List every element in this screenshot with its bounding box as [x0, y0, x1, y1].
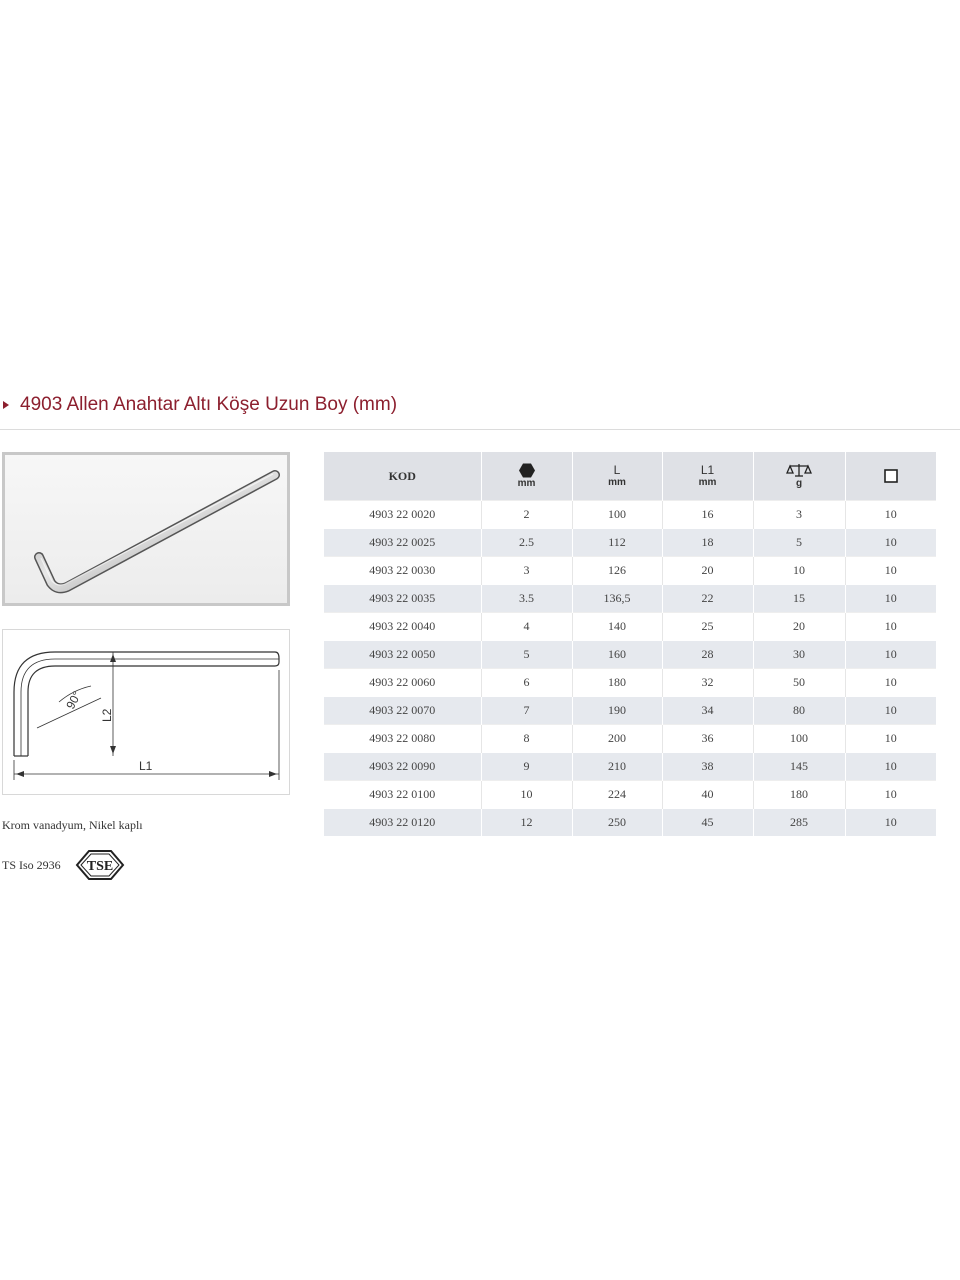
cell-kod: 4903 22 0035	[324, 585, 481, 613]
cell-size: 10	[481, 781, 572, 809]
spec-table	[324, 452, 936, 836]
cell-size: 7	[481, 697, 572, 725]
table-row	[324, 809, 936, 837]
cell-pack: 10	[845, 585, 936, 613]
cell-l1: 22	[662, 585, 753, 613]
header-l1-label: L1	[700, 462, 715, 477]
cell-weight: 50	[753, 669, 845, 697]
cell-size: 6	[481, 669, 572, 697]
cell-l: 140	[572, 613, 662, 641]
cell-weight: 30	[753, 641, 845, 669]
table-row	[324, 501, 936, 529]
cell-weight: 3	[753, 501, 845, 529]
cell-pack: 10	[845, 809, 936, 837]
table-row	[324, 725, 936, 753]
cell-weight: 10	[753, 557, 845, 585]
cell-size: 3.5	[481, 585, 572, 613]
hexagon-icon	[519, 463, 535, 478]
cell-weight: 80	[753, 697, 845, 725]
cell-pack: 10	[845, 557, 936, 585]
cell-l1: 20	[662, 557, 753, 585]
cell-kod: 4903 22 0050	[324, 641, 481, 669]
header-length	[572, 452, 662, 501]
cell-pack: 10	[845, 641, 936, 669]
cell-l1: 25	[662, 613, 753, 641]
cell-size: 5	[481, 641, 572, 669]
cell-pack: 10	[845, 725, 936, 753]
cell-l: 100	[572, 501, 662, 529]
cell-pack: 10	[845, 669, 936, 697]
cell-weight: 145	[753, 753, 845, 781]
cell-kod: 4903 22 0120	[324, 809, 481, 837]
header-weight-unit: g	[795, 477, 803, 489]
header-kod-label: KOD	[388, 468, 416, 483]
cell-pack: 10	[845, 753, 936, 781]
cell-l: 250	[572, 809, 662, 837]
cell-kod: 4903 22 0030	[324, 557, 481, 585]
header-pack	[845, 452, 936, 501]
cell-kod: 4903 22 0060	[324, 669, 481, 697]
l2-label: L2	[100, 708, 114, 722]
angle-label: 90°	[63, 688, 85, 712]
cell-pack: 10	[845, 781, 936, 809]
cell-l: 190	[572, 697, 662, 725]
cell-weight: 285	[753, 809, 845, 837]
cell-l1: 40	[662, 781, 753, 809]
bullet-arrow-icon	[3, 401, 9, 409]
cell-kod: 4903 22 0025	[324, 529, 481, 557]
header-hex-size	[481, 452, 572, 501]
table-row	[324, 613, 936, 641]
cell-kod: 4903 22 0020	[324, 501, 481, 529]
cell-l1: 34	[662, 697, 753, 725]
cell-kod: 4903 22 0080	[324, 725, 481, 753]
table-row	[324, 669, 936, 697]
page-title-text: 4903 Allen Anahtar Altı Köşe Uzun Boy (mm)	[20, 394, 398, 415]
box-icon	[884, 469, 898, 483]
allen-key-dimension-diagram	[3, 630, 289, 794]
cell-kod: 4903 22 0040	[324, 613, 481, 641]
cell-weight: 5	[753, 529, 845, 557]
cell-l1: 18	[662, 529, 753, 557]
cell-pack: 10	[845, 501, 936, 529]
cell-pack: 10	[845, 529, 936, 557]
product-photo	[2, 452, 290, 606]
cell-l: 112	[572, 529, 662, 557]
table-row	[324, 529, 936, 557]
cell-weight: 15	[753, 585, 845, 613]
cell-kod: 4903 22 0100	[324, 781, 481, 809]
header-hex-unit: mm	[517, 477, 536, 489]
cell-size: 9	[481, 753, 572, 781]
allen-key-photo-icon	[5, 455, 287, 603]
table-row	[324, 697, 936, 725]
cell-pack: 10	[845, 697, 936, 725]
technical-drawing	[2, 629, 290, 795]
cell-l1: 32	[662, 669, 753, 697]
standard-info	[2, 848, 127, 882]
cell-size: 8	[481, 725, 572, 753]
cell-size: 2.5	[481, 529, 572, 557]
table-header-row	[324, 452, 936, 501]
material-note: Krom vanadyum, Nikel kaplı	[2, 818, 143, 832]
tse-logo-text: TSE	[86, 859, 113, 874]
cell-weight: 100	[753, 725, 845, 753]
cell-l: 224	[572, 781, 662, 809]
cell-l: 136,5	[572, 585, 662, 613]
cell-weight: 20	[753, 613, 845, 641]
l1-label: L1	[139, 759, 153, 773]
table-row	[324, 585, 936, 613]
header-l1-unit: mm	[698, 476, 717, 488]
cell-l: 180	[572, 669, 662, 697]
cell-l: 200	[572, 725, 662, 753]
table-row	[324, 557, 936, 585]
title-divider	[0, 429, 960, 430]
header-weight	[753, 452, 845, 501]
cell-l1: 38	[662, 753, 753, 781]
header-l-label: L	[613, 462, 621, 477]
cell-l1: 36	[662, 725, 753, 753]
cell-l1: 16	[662, 501, 753, 529]
header-l-unit: mm	[608, 476, 626, 488]
table-row	[324, 753, 936, 781]
cell-l1: 28	[662, 641, 753, 669]
spec-table-body	[324, 501, 936, 837]
cell-l: 160	[572, 641, 662, 669]
scale-icon	[786, 463, 812, 478]
header-l1	[662, 452, 753, 501]
standard-label: TS Iso 2936	[2, 857, 61, 872]
cell-l: 126	[572, 557, 662, 585]
cell-kod: 4903 22 0070	[324, 697, 481, 725]
header-kod	[324, 452, 481, 501]
cell-l1: 45	[662, 809, 753, 837]
cell-size: 3	[481, 557, 572, 585]
cell-weight: 180	[753, 781, 845, 809]
table-row	[324, 781, 936, 809]
tse-logo-icon	[73, 848, 127, 882]
page-title	[0, 394, 397, 416]
cell-size: 12	[481, 809, 572, 837]
cell-kod: 4903 22 0090	[324, 753, 481, 781]
cell-l: 210	[572, 753, 662, 781]
cell-size: 2	[481, 501, 572, 529]
cell-size: 4	[481, 613, 572, 641]
cell-pack: 10	[845, 613, 936, 641]
table-row	[324, 641, 936, 669]
